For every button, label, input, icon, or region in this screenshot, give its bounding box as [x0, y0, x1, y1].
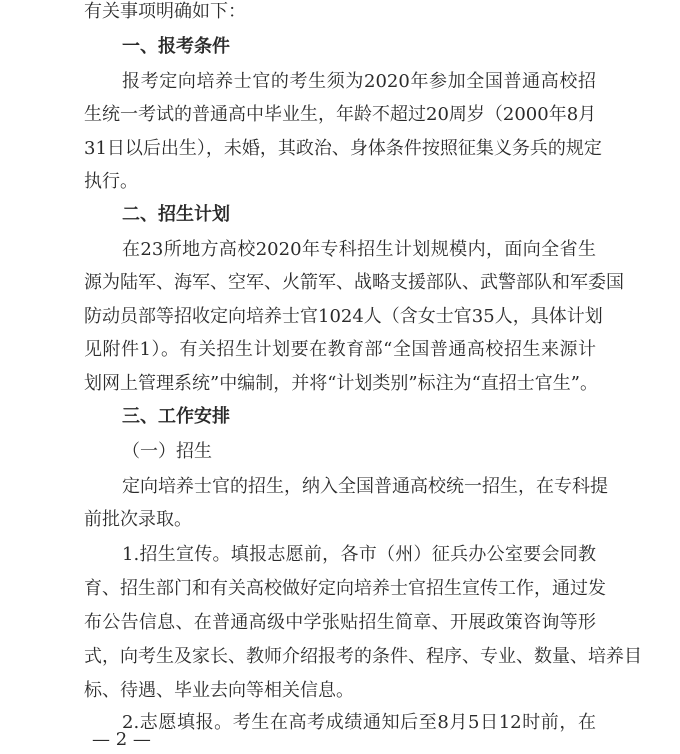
paragraph-line: 见附件1）。有关招生计划要在教育部“全国普通高校招生来源计: [84, 339, 596, 360]
intro-text: 有关事项明确如下：: [84, 1, 246, 22]
paragraph-line: 31日以后出生），未婚，其政治、身体条件按照征集义务兵的规定: [84, 138, 602, 159]
paragraph-line: 执行。: [84, 171, 138, 192]
page-number: — 2 —: [92, 729, 151, 750]
section-heading-work-arrangement: 三、工作安排: [122, 406, 230, 427]
paragraph-line: 划网上管理系统”中编制，并将“计划类别”标注为“直招士官生”。: [84, 373, 599, 394]
list-item-line: 1.招生宣传。填报志愿前，各市（州）征兵办公室要会同教: [122, 544, 596, 565]
list-item-line: 育、招生部门和有关高校做好定向培养士官招生宣传工作，通过发: [84, 578, 606, 599]
section-heading-eligibility: 一、报考条件: [122, 36, 230, 57]
paragraph-line: 定向培养士官的招生，纳入全国普通高校统一招生，在专科提: [122, 476, 608, 497]
list-item-line: 标、待遇、毕业去向等相关信息。: [84, 680, 354, 701]
list-item-line: 2.志愿填报。考生在高考成绩通知后至8月5日12时前，在: [122, 712, 596, 733]
paragraph-line: 报考定向培养士官的考生须为2020年参加全国普通高校招: [122, 71, 596, 92]
subsection-heading-recruitment: （一）招生: [122, 441, 212, 462]
paragraph-line: 生统一考试的普通高中毕业生，年龄不超过20周岁（2000年8月: [84, 104, 597, 125]
paragraph-line: 前批次录取。: [84, 509, 192, 530]
section-heading-enrollment-plan: 二、招生计划: [122, 204, 230, 225]
paragraph-line: 在23所地方高校2020年专科招生计划规模内，面向全省生: [122, 239, 596, 260]
paragraph-line: 源为陆军、海军、空军、火箭军、战略支援部队、武警部队和军委国: [84, 272, 624, 293]
list-item-line: 布公告信息、在普通高级中学张贴招生简章、开展政策咨询等形: [84, 612, 596, 633]
list-item-line: 式，向考生及家长、教师介绍报考的条件、程序、专业、数量、培养目: [84, 646, 642, 667]
paragraph-line: 防动员部等招收定向培养士官1024人（含女士官35人，具体计划: [84, 306, 603, 327]
